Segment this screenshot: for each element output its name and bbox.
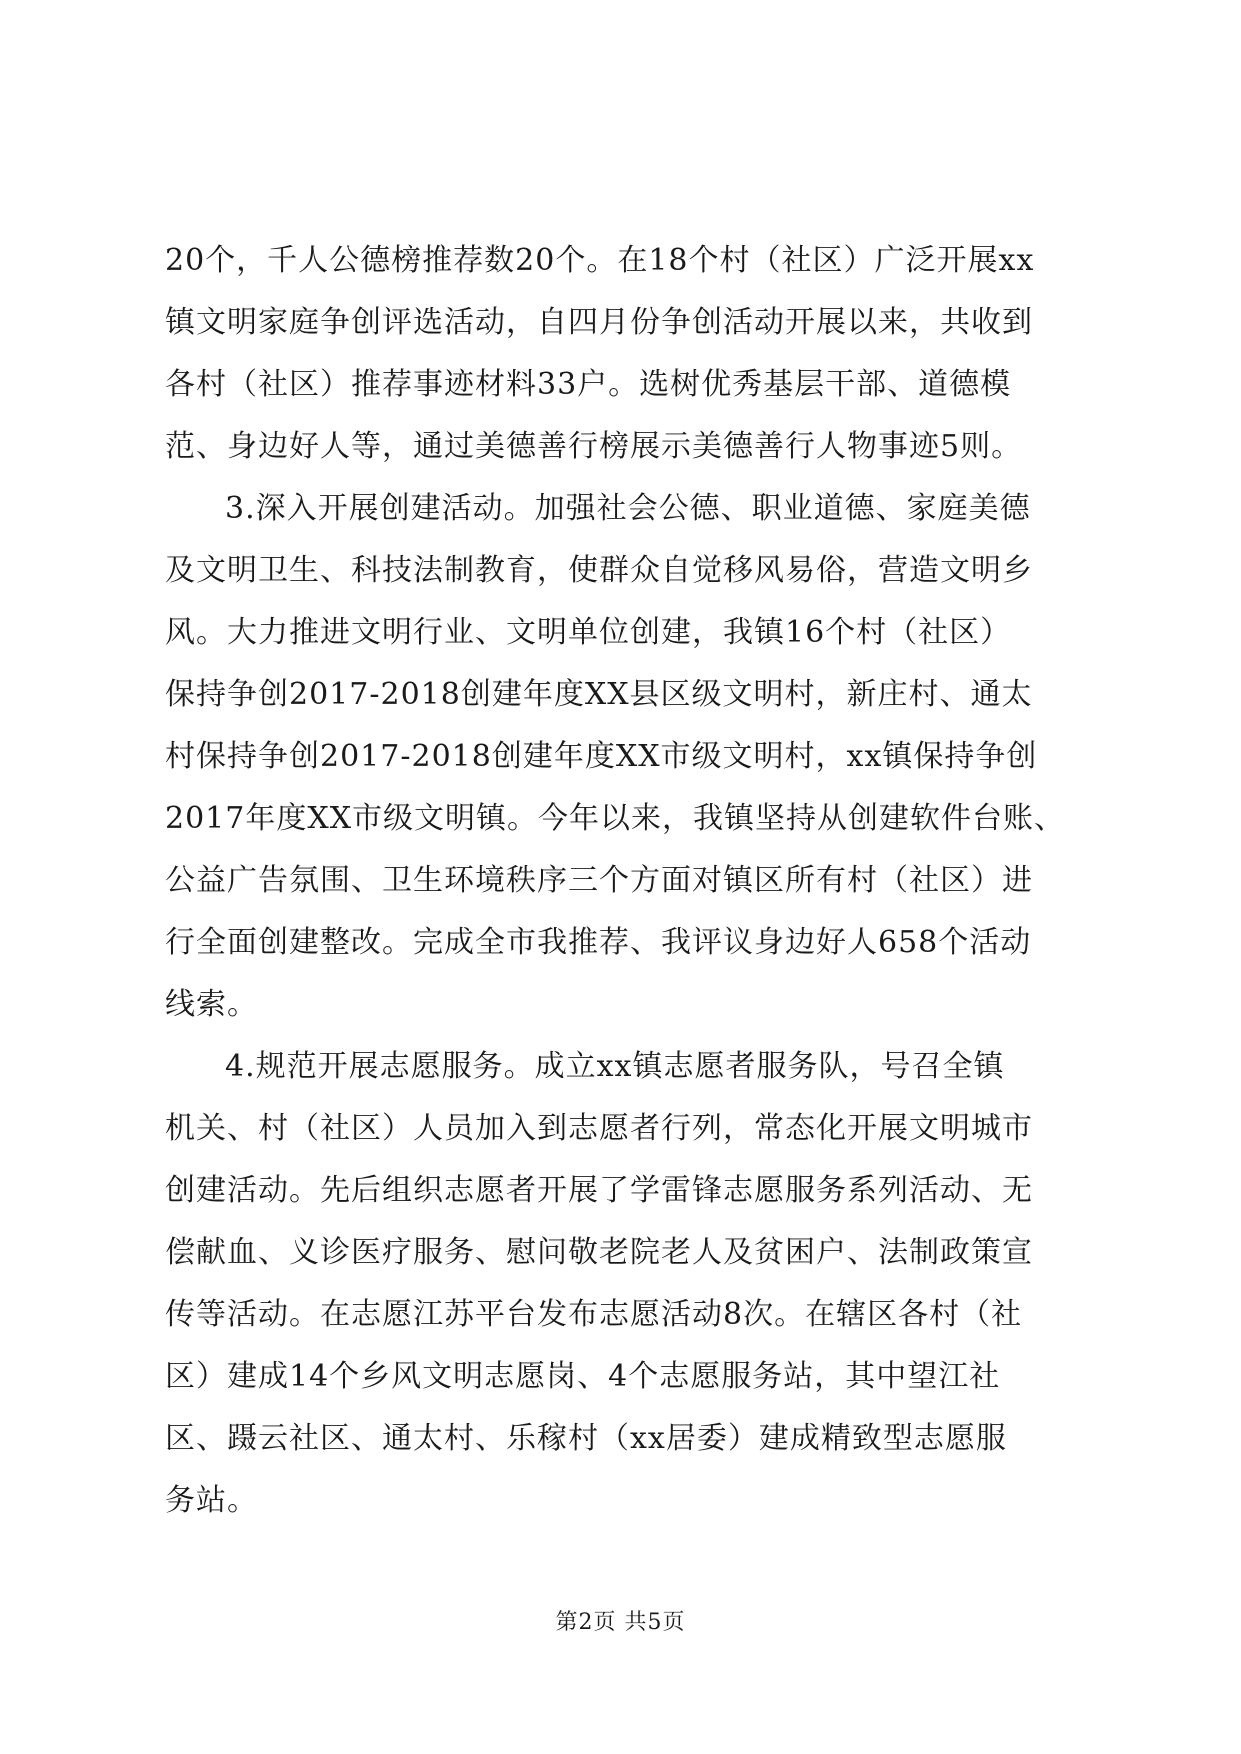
text-line-9: 村保持争创2017-2018创建年度XX市级文明村，xx镇保持争创	[165, 739, 1038, 774]
text-line-1: 20个，千人公德榜推荐数20个。在18个村（社区）广泛开展xx	[165, 243, 1035, 278]
text-line-2: 镇文明家庭争创评选活动，自四月份争创活动开展以来，共收到	[165, 305, 1033, 340]
text-line-5: 3.深入开展创建活动。加强社会公德、职业道德、家庭美德	[225, 491, 1031, 526]
text-line-17: 偿献血、义诊医疗服务、慰问敬老院老人及贫困户、法制政策宣	[165, 1235, 1033, 1270]
text-line-13: 线索。	[165, 987, 258, 1022]
text-line-3: 各村（社区）推荐事迹材料33户。选树优秀基层干部、道德模	[165, 367, 1012, 402]
page-number-footer: 第2页 共5页	[555, 1610, 686, 1635]
text-line-14: 4.规范开展志愿服务。成立xx镇志愿者服务队，号召全镇	[225, 1049, 1005, 1084]
text-line-6: 及文明卫生、科技法制教育，使群众自觉移风易俗，营造文明乡	[165, 553, 1033, 588]
text-line-21: 务站。	[165, 1483, 258, 1518]
text-line-20: 区、蹑云社区、通太村、乐稼村（xx居委）建成精致型志愿服	[165, 1421, 1007, 1456]
text-line-7: 风。大力推进文明行业、文明单位创建，我镇16个村（社区）	[165, 615, 1012, 650]
text-line-16: 创建活动。先后组织志愿者开展了学雷锋志愿服务系列活动、无	[165, 1173, 1033, 1208]
text-line-19: 区）建成14个乡风文明志愿岗、4个志愿服务站，其中望江社	[165, 1359, 1001, 1394]
text-line-10: 2017年度XX市级文明镇。今年以来，我镇坚持从创建软件台账、	[165, 801, 1066, 836]
text-line-12: 行全面创建整改。完成全市我推荐、我评议身边好人658个活动	[165, 925, 1032, 960]
text-line-11: 公益广告氛围、卫生环境秩序三个方面对镇区所有村（社区）进	[165, 863, 1033, 898]
text-line-4: 范、身边好人等，通过美德善行榜展示美德善行人物事迹5则。	[165, 429, 1023, 464]
text-line-18: 传等活动。在志愿江苏平台发布志愿活动8次。在辖区各村（社	[165, 1297, 1023, 1332]
body-text	[165, 230, 1085, 1532]
text-line-8: 保持争创2017-2018创建年度XX县区级文明村，新庄村、通太	[165, 677, 1033, 712]
text-line-15: 机关、村（社区）人员加入到志愿者行列，常态化开展文明城市	[165, 1111, 1033, 1146]
